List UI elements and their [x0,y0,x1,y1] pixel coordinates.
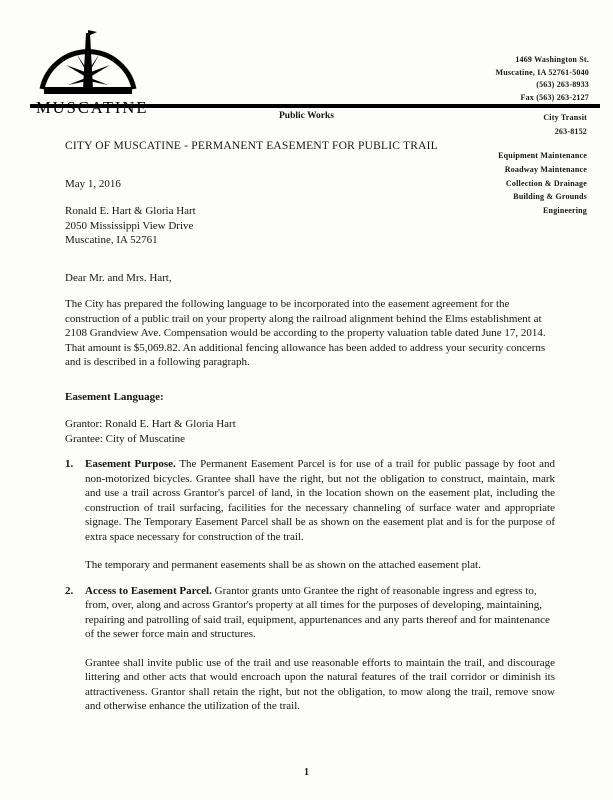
salutation: Dear Mr. and Mrs. Hart, [65,271,172,284]
division-item: Engineering [543,206,587,216]
division-item: Collection & Drainage [505,178,587,188]
item-text: Grantor grants unto Grantee the right of reasonable ingress and egress to, from, over, along and across Grantor's property at all times for the purposes of developing, maintaining, repairing and patrolling of said trail, equipment, appurtenances and any parts thereof and for maintenance of the sewer force main and structures. [85,584,550,640]
contact-address-line: 1469 Washington St. [515,55,589,64]
easement-list [65,457,555,714]
contact-fax: Fax (563) 263-2127 [520,92,589,102]
letter-body [65,139,555,714]
item-text: The Permanent Easement Parcel is for use of a trail for public passage by foot and non-motorized bicycles. Grantee shall have the right, but not the obligation to construct, maintain, mark and use a trail across Grantor's parcel of land, in the location shown on the easement plat, including the construction of trail surfacing, facilities for the necessary channeling of surface water and appropriate signage. The Temporary Easement Parcel shall be as shown on the easement plat and is for the purpose of extra space necessary for construction of the trail. [85,458,556,543]
intro-paragraph: The City has prepared the following language to be incorporated into the easement agreement for the construction of a public trail on your property along the railroad alignment behind the Elms establishment at 2108 Grandview Ave. Compensation would be according to the property valuation table dated June 17, 2014. That amount is $5,069.82. An additional fencing allowance has been added to address your security concerns and is described in a following paragraph. [65,298,546,368]
letter-title: CITY OF MUSCATINE - PERMANENT EASEMENT FOR PUBLIC TRAIL [65,140,438,152]
letterhead-divider [30,104,600,108]
arch-tower-icon [36,27,140,97]
item-number: 1. [65,458,74,470]
grantee-line: Grantee: City of Muscatine [65,432,186,445]
division-item: Building & Grounds [513,192,587,202]
item-title: Access to Easement Parcel. [85,584,212,597]
recipient-address [65,204,555,248]
recipient-city: Muscatine, IA 52761 [65,234,158,246]
contact-phone: (563) 263-8933 [536,80,589,89]
item-paragraph [85,457,555,544]
item-body [85,584,555,714]
transit-phone: 263-8152 [554,126,587,136]
division-item: Equipment Maintenance [498,151,587,160]
transit-label: City Transit [543,113,587,122]
item-extra-paragraph: The temporary and permanent easements shall be as shown on the attached easement plat. [85,559,481,571]
list-item [65,584,555,714]
recipient-street: 2050 Mississippi View Drive [65,219,194,232]
contact-address-line: Muscatine, IA 52761-5040 [495,67,589,77]
department-label: Public Works [279,111,334,121]
letterhead-contact [496,54,589,104]
parties-block [65,417,555,446]
item-body [85,457,555,573]
division-item: Roadway Maintenance [504,164,587,174]
page-number: 1 [304,767,309,778]
grantor-line: Grantor: Ronald E. Hart & Gloria Hart [65,418,236,430]
item-number: 2. [65,584,74,597]
letter-date: May 1, 2016 [65,177,121,190]
item-paragraph [85,584,555,642]
section-heading: Easement Language: [65,390,164,403]
item-extra-paragraph: Grantee shall invite public use of the trail and use reasonable efforts to maintain the trail, and discourage littering and other acts that would encroach upon the natural features of the trail corridor or diminish its attractiveness. Grantor shall retain the right, but not the obligation, to mow along the trail, remove snow and otherwise enhance the utilization of the trail. [85,656,555,712]
item-title: Easement Purpose. [85,458,176,470]
recipient-name: Ronald E. Hart & Gloria Hart [65,205,196,217]
list-item [65,457,555,573]
